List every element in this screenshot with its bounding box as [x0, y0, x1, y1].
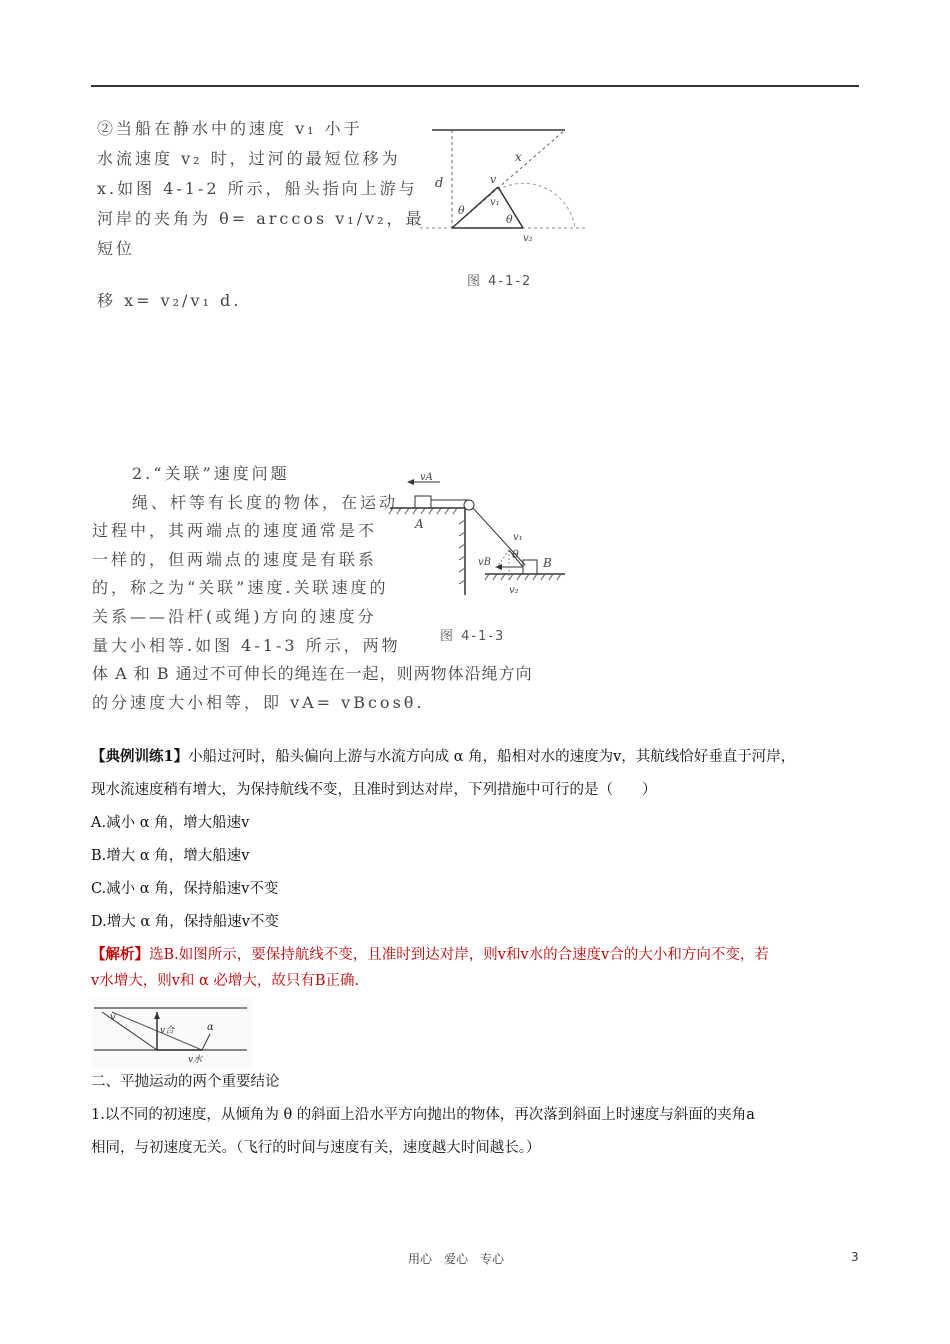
analysis-line2: v水增大，则v和 α 必增大，故只有B正确.	[91, 973, 360, 989]
fig3-label-vA: vA	[420, 472, 433, 483]
example-question-text: 小船过河时，船头偏向上游与水流方向成 α 角，船相对水的速度为v，其航线恰好垂直于河岸，	[188, 749, 796, 765]
analysis-line1	[91, 942, 871, 968]
fig3-label-A: A	[415, 517, 424, 531]
block2-line: 一样的，但两端点的速度是有联系	[92, 549, 378, 569]
block1-text	[97, 114, 427, 316]
fig2-label-v1: v₁	[490, 197, 500, 208]
section2-item1-line2: 相同，与初速度无关。（飞行的时间与速度有关，速度越大时间越长。）	[91, 1140, 541, 1156]
block2-line: 的，称之为“关联”速度.关联速度的	[92, 578, 389, 598]
block2-line: 的分速度大小相等，即 vA= vBcosθ.	[92, 692, 425, 712]
figure-analysis	[92, 998, 252, 1068]
fig3-label-v1: v₁	[513, 532, 523, 543]
figure-4-1-2	[420, 115, 590, 250]
example-question-line1	[91, 740, 871, 774]
fig3-label-theta: θ	[512, 548, 519, 561]
block1-line: x.如图 4-1-2 所示，船头指向上游与	[97, 179, 418, 198]
option-a: A.减小 α 角，增大船速v	[91, 815, 250, 831]
block1-line: 河岸的夹角为 θ= arccos v₁/v₂，最短位	[97, 209, 425, 258]
block2-line: 过程中，其两端点的速度通常是不	[92, 521, 378, 541]
option-b: B.增大 α 角，增大船速v	[91, 848, 250, 864]
fig3-label-vB: vB	[478, 557, 491, 568]
figure-caption-4-1-2: 图 4-1-2	[467, 274, 533, 289]
analysis-fig-label-vhe: v合	[160, 1026, 175, 1036]
header-rule	[91, 85, 859, 87]
block2-line: 关系——沿杆(或绳)方向的速度分	[92, 606, 377, 626]
analysis-text: 选B.如图所示，要保持航线不变，且准时到达对岸，则v和v水的合速度v合的大小和方向不变，若	[149, 947, 769, 963]
example-tag: 【典例训练1】	[91, 748, 189, 765]
option-d: D.增大 α 角，保持船速v不变	[91, 914, 279, 930]
fig3-label-v2: v₂	[509, 585, 519, 596]
figure-4-1-3	[385, 470, 570, 600]
example-block	[91, 740, 871, 939]
section2-item1-line1: 1.以不同的初速度，从倾角为 θ 的斜面上沿水平方向抛出的物体，再次落到斜面上时速度与斜面的夹角a	[91, 1107, 755, 1123]
block2-line: 绳、杆等有长度的物体，在运动	[132, 492, 399, 512]
fig2-label-v2: v₂	[523, 233, 533, 244]
page-number: 3	[851, 1250, 859, 1264]
footer-motto: 用心 爱心 专心	[408, 1252, 505, 1266]
block2-heading: 2.“关联”速度问题	[132, 464, 290, 483]
block1-line: 水流速度 v₂ 时，过河的最短位移为	[97, 149, 401, 168]
analysis-fig-label-alpha: α	[207, 1022, 214, 1033]
fig2-label-theta2: θ	[506, 213, 513, 226]
fig3-label-B: B	[543, 556, 552, 570]
section2	[91, 1066, 881, 1165]
block1-line: 移 x= v₂/v₁ d.	[97, 291, 242, 310]
block2-line: 量大小相等.如图 4-1-3 所示，两物	[92, 635, 401, 655]
fig2-label-theta1: θ	[458, 204, 465, 217]
analysis-tag: 【解析】	[91, 946, 149, 963]
example-question-line2: 现水流速度稍有增大，为保持航线不变，且准时到达对岸，下列措施中可行的是（ ）	[91, 782, 657, 798]
option-c: C.减小 α 角，保持船速v不变	[91, 881, 279, 897]
fig2-label-d: d	[435, 176, 444, 191]
analysis-block	[91, 942, 871, 994]
fig2-label-x: x	[515, 150, 522, 164]
figure-caption-4-1-3: 图 4-1-3	[440, 629, 506, 644]
analysis-fig-label-vshui: v水	[188, 1055, 203, 1065]
block1-line: ②当船在静水中的速度 v₁ 小于	[97, 119, 363, 138]
fig2-label-v: v	[490, 173, 497, 186]
section2-heading: 二、平抛运动的两个重要结论	[91, 1074, 280, 1090]
analysis-fig-label-v: v	[110, 1012, 116, 1023]
block2-line: 体 A 和 B 通过不可伸长的绳连在一起，则两物体沿绳方向	[92, 664, 533, 684]
